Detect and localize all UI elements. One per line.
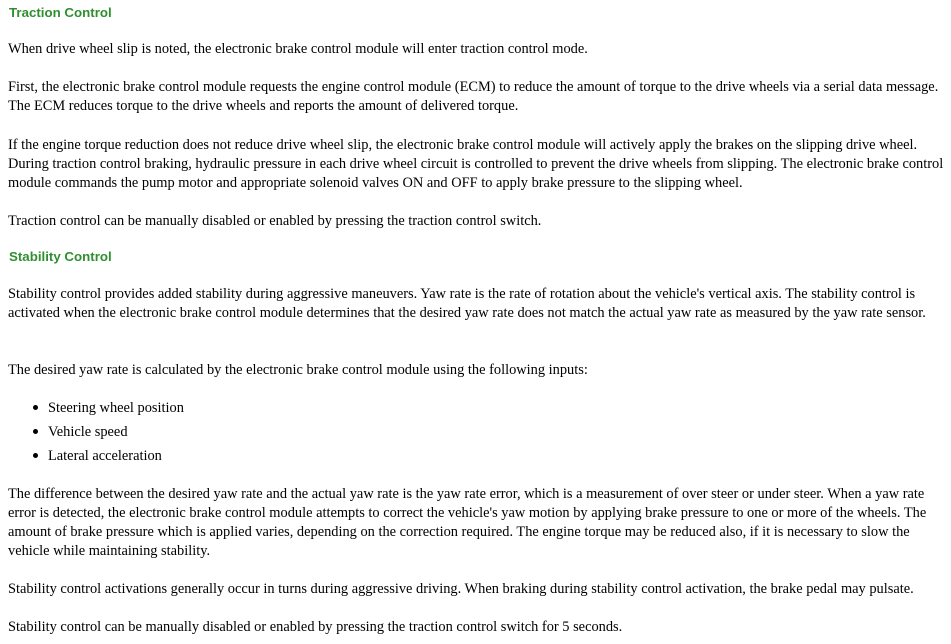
stability-paragraph-2: The desired yaw rate is calculated by the electronic brake control module using the following inputs:: [8, 362, 588, 378]
traction-control-heading: Traction Control: [9, 5, 112, 20]
traction-paragraph-3: If the engine torque reduction does not reduce drive wheel slip, the electronic brake control module will actively apply the brakes on the slipping drive wheel. During traction control braking, hydraulic pressure in each drive wheel circuit is controlled to prevent the drive wheels from slipping. The electronic brake control module commands the pump motor and appropriate solenoid valves ON and OFF to apply brake pressure to the slipping wheel.: [8, 137, 944, 191]
stability-paragraph-1: Stability control provides added stability during aggressive maneuvers. Yaw rate is the rate of rotation about the vehicle's vertical axis. The stability control is activated when the electronic brake control module determines that the desired yaw rate does not match the actual yaw rate as measured by the yaw rate sensor.: [8, 286, 926, 321]
bullet-icon: [33, 429, 38, 434]
list-item: [0, 422, 184, 446]
inputs-list: [0, 398, 184, 470]
bullet-icon: [33, 405, 38, 410]
list-item: [0, 398, 184, 422]
list-item-label: Vehicle speed: [48, 424, 128, 440]
stability-paragraph-3: The difference between the desired yaw rate and the actual yaw rate is the yaw rate error, which is a measurement of over steer or under steer. When a yaw rate error is detected, the electronic brake control module attempts to correct the vehicle's yaw motion by applying brake pressure to one or more of the wheels. The amount of brake pressure which is applied varies, depending on the correction required. The engine torque may be reduced also, if it is necessary to slow the vehicle while maintaining stability.: [8, 486, 927, 559]
stability-control-heading: Stability Control: [9, 249, 112, 264]
stability-paragraph-4: Stability control activations generally occur in turns during aggressive driving. When braking during stability control activation, the brake pedal may pulsate.: [8, 581, 914, 597]
stability-paragraph-5: Stability control can be manually disabled or enabled by pressing the traction control switch for 5 seconds.: [8, 619, 623, 635]
list-item-label: Lateral acceleration: [48, 448, 162, 464]
list-item: [0, 446, 184, 470]
traction-paragraph-4: Traction control can be manually disabled or enabled by pressing the traction control switch.: [8, 213, 542, 229]
list-item-label: Steering wheel position: [48, 400, 184, 416]
bullet-icon: [33, 453, 38, 458]
traction-paragraph-1: When drive wheel slip is noted, the electronic brake control module will enter traction control mode.: [8, 41, 588, 57]
traction-paragraph-2: First, the electronic brake control module requests the engine control module (ECM) to reduce the amount of torque to the drive wheels via a serial data message. The ECM reduces torque to the drive wheels and reports the amount of delivered torque.: [8, 79, 939, 114]
